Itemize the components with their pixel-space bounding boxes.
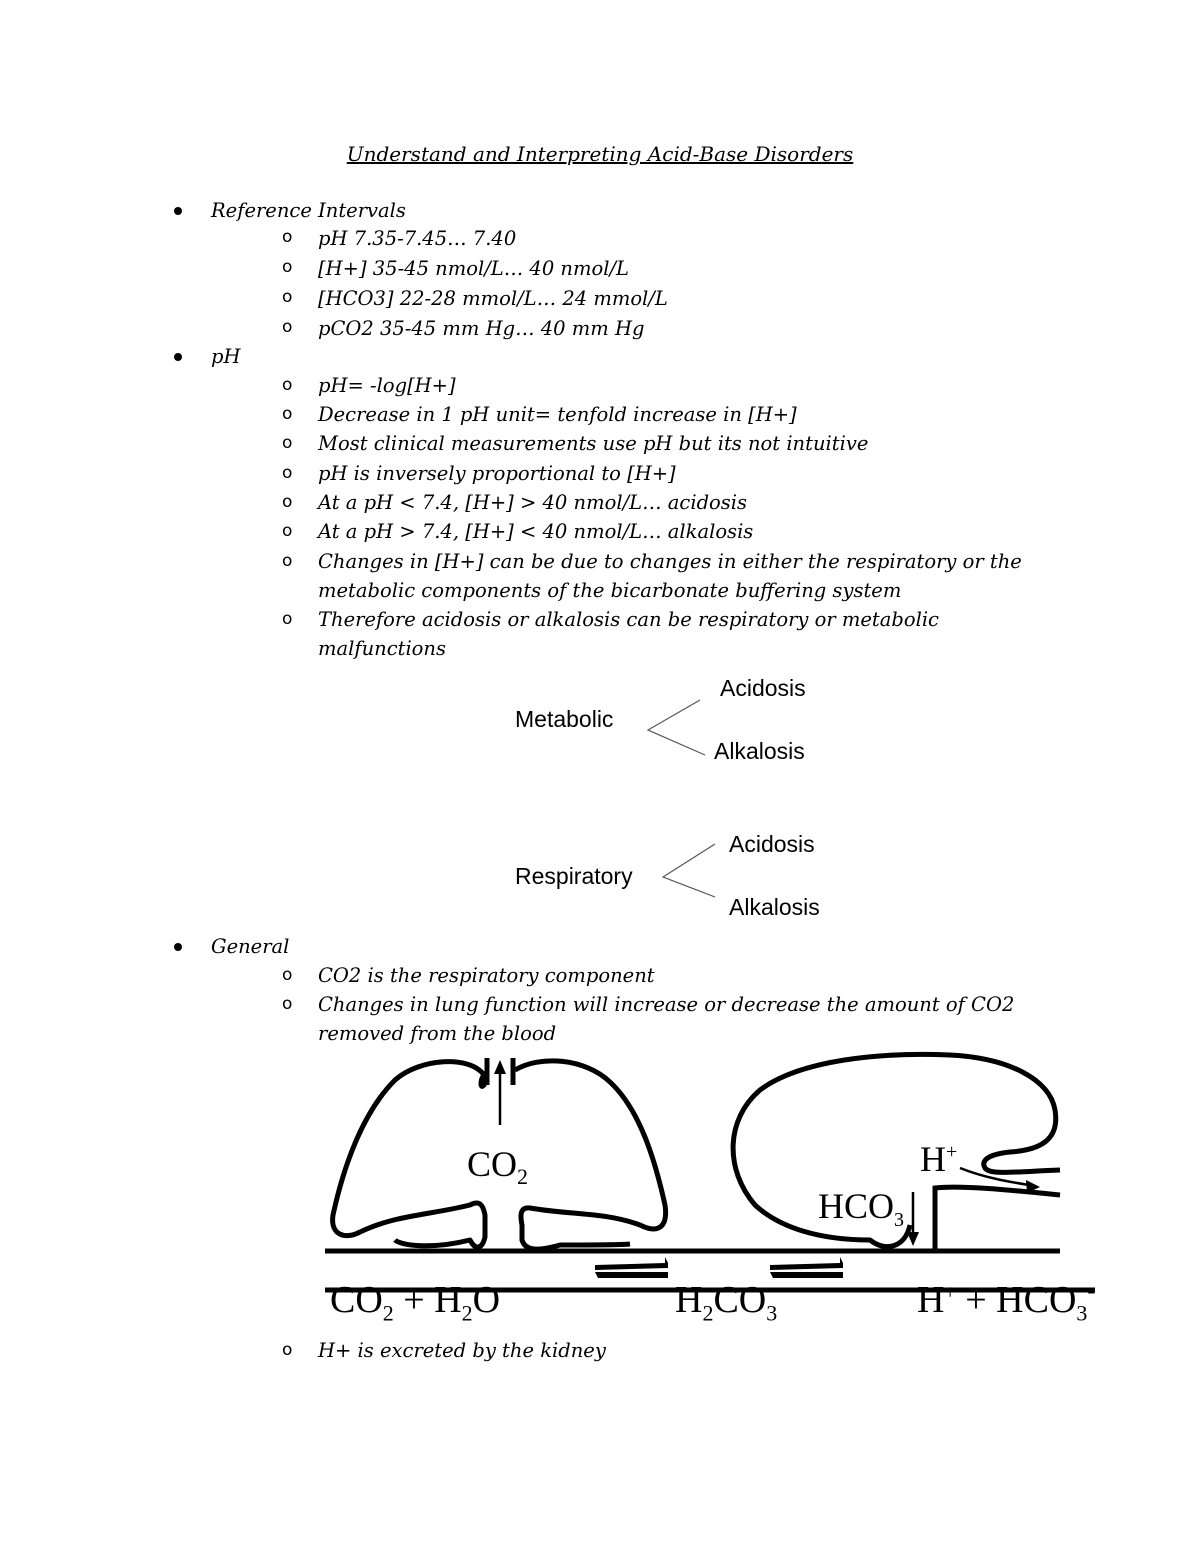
sub-bullet: o [282, 551, 293, 571]
tree-branch-acidosis: Acidosis [720, 675, 806, 701]
tree-root-metabolic: Metabolic [515, 706, 614, 732]
equilibrium-arrow-2 [770, 1257, 843, 1278]
tree-branch-alkalosis: Alkalosis [714, 738, 805, 764]
page-title: Understand and Interpreting Acid-Base Disorders [346, 142, 854, 166]
sub-bullet: o [282, 1340, 293, 1360]
list-item: [HCO3] 22-28 mmol/L… 24 mmol/L [318, 287, 668, 310]
equilibrium-arrow-1 [595, 1257, 668, 1278]
tree-branch-lines [660, 842, 730, 902]
lung-co2-label: $CO_2$ [467, 1144, 529, 1190]
sub-bullet: o [282, 492, 293, 512]
sub-bullet: o [282, 994, 293, 1014]
list-item: pCO2 35-45 mm Hg… 40 mm Hg [318, 317, 645, 340]
bullet-dot [174, 207, 182, 215]
sub-bullet: o [282, 433, 293, 453]
right-lung [515, 1061, 666, 1249]
list-item: pH is inversely proportional to [H+] [318, 462, 676, 485]
list-item: pH 7.35-7.45… 7.40 [318, 227, 517, 250]
sub-bullet: o [282, 287, 293, 307]
list-item: Therefore acidosis or alkalosis can be respiratory or metabolic malfunctions [318, 608, 939, 660]
list-item: Changes in [H+] can be due to changes in either the respiratory or the metabolic components of the bicarbonate buffering system [318, 550, 1022, 602]
sub-bullet: o [282, 521, 293, 541]
sub-bullet: o [282, 317, 293, 337]
list-item: H+ is excreted by the kidney [318, 1339, 606, 1362]
bullet-dot [174, 943, 182, 951]
list-item: At a pH < 7.4, [H+] > 40 nmol/L… acidosis [318, 491, 748, 514]
left-lung [333, 1062, 485, 1248]
sub-bullet: o [282, 609, 293, 629]
list-item: [H+] 35-45 nmol/L… 40 nmol/L [318, 257, 629, 280]
list-item: Most clinical measurements use pH but its not intuitive [318, 432, 869, 455]
sub-bullet: o [282, 404, 293, 424]
kidney-hco3-label: $HCO_3$ [818, 1186, 905, 1232]
equation-left: $CO_2 + H_2O$ [330, 1279, 501, 1326]
tree-branch-lines [645, 698, 715, 758]
equation-middle: $H_2CO_3$ [675, 1279, 778, 1326]
sub-bullet: o [282, 375, 293, 395]
list-item: Changes in lung function will increase or decrease the amount of CO2 removed from the blood [318, 993, 1015, 1045]
sub-bullet: o [282, 463, 293, 483]
equation-right: $H^+ + HCO_3^-$ [917, 1278, 1096, 1326]
sub-bullet: o [282, 227, 293, 247]
tree-branch-alkalosis: Alkalosis [729, 894, 820, 920]
list-item: CO2 is the respiratory component [318, 964, 655, 987]
sub-bullet: o [282, 965, 293, 985]
section-heading: pH [211, 345, 241, 368]
kidney-h-plus-label: H+ [920, 1139, 958, 1179]
tree-root-respiratory: Respiratory [515, 863, 633, 889]
sub-bullet: o [282, 257, 293, 277]
bullet-dot [174, 353, 182, 361]
tree-branch-acidosis: Acidosis [729, 831, 815, 857]
section-heading: General [211, 935, 290, 958]
section-heading: Reference Intervals [211, 199, 406, 222]
list-item: pH= -log[H+] [318, 374, 456, 397]
list-item: At a pH > 7.4, [H+] < 40 nmol/L… alkalosis [318, 520, 754, 543]
list-item: Decrease in 1 pH unit= tenfold increase in [H+] [318, 403, 797, 426]
